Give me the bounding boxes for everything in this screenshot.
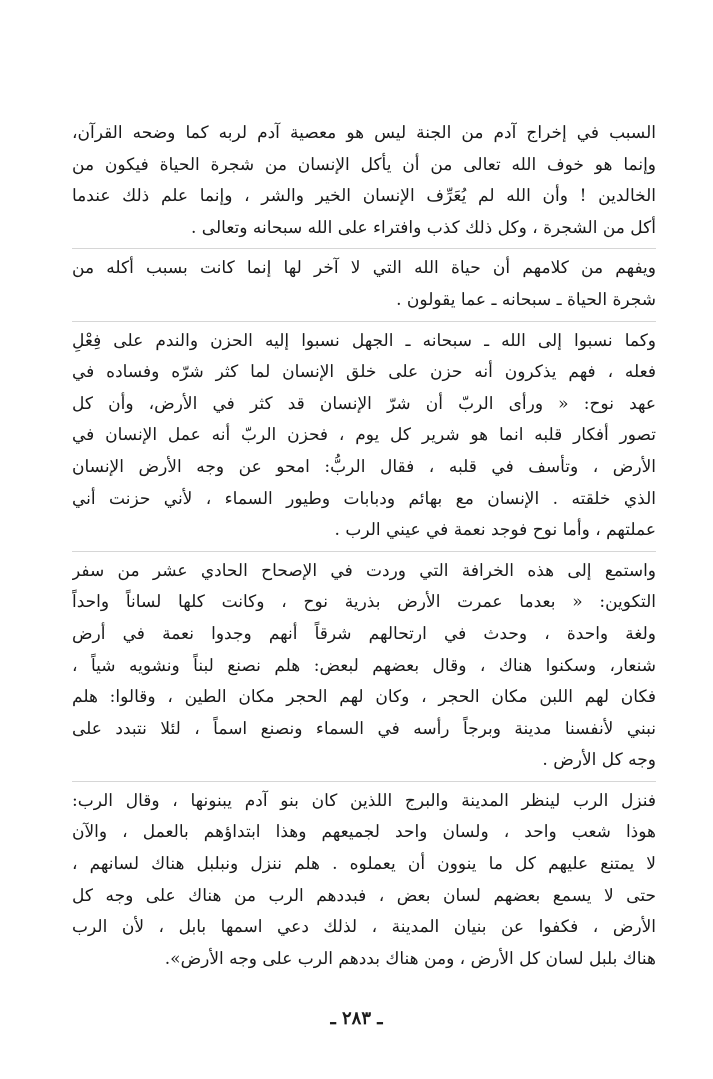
text-line: الخالدين ! وأن الله لم يُعَرِّف الإنسان الخير والشر ، وإنما علم ذلك عندما bbox=[72, 186, 656, 207]
text-line: الأرض ، فكفوا عن بنيان المدينة ، لذلك دعي اسمها بابل ، لأن الرب bbox=[72, 917, 656, 938]
paragraph-divider bbox=[72, 781, 656, 782]
text-line: ولغة واحدة ، وحدث في ارتحالهم شرقاً أنهم وجدوا نعمة في أرض bbox=[72, 623, 656, 644]
text-line: شنعار، وسكنوا هناك ، وقال بعضهم لبعض: هلم نصنع لبناً ونشويه شياً ، bbox=[72, 655, 656, 676]
text-line: فنزل الرب لينظر المدينة والبرج اللذين كان بنو آدم يبنونها ، وقال الرب: bbox=[72, 790, 656, 811]
paragraph-5 bbox=[72, 786, 656, 976]
text-line: حتى لا يسمع بعضهم لسان بعض ، فبددهم الرب من هناك على وجه كل bbox=[72, 885, 656, 906]
text-line: الذي خلقته . الإنسان مع بهائم ودبابات وطيور السماء ، لأني حزنت أني bbox=[72, 488, 656, 509]
text-line: تصور أفكار قلبه انما هو شرير كل يوم ، فحزن الربّ أنه عمل الإنسان في bbox=[72, 425, 656, 446]
paragraph-3 bbox=[72, 326, 656, 547]
text-line: وإنما هو خوف الله تعالى من أن يأكل الإنسان من شجرة الحياة فيكون من bbox=[72, 154, 656, 175]
text-line: ويفهم من كلامهم أن حياة الله التي لا آخر لها إنما كانت بسبب أكله من bbox=[72, 258, 656, 279]
text-line: شجرة الحياة ـ سبحانه ـ عما يقولون . bbox=[396, 289, 656, 310]
paragraph-divider bbox=[72, 551, 656, 552]
text-line: الأرض ، وتأسف في قلبه ، فقال الربُّ: امحو عن وجه الأرض الإنسان bbox=[72, 456, 656, 477]
paragraph-divider bbox=[72, 321, 656, 322]
text-line: التكوين: « بعدما عمرت الأرض بذرية نوح ، وكانت كلها لساناً واحداً bbox=[72, 592, 656, 613]
text-line: أكل من الشجرة ، وكل ذلك كذب وافتراء على الله سبحانه وتعالى . bbox=[191, 217, 656, 238]
text-line: هوذا شعب واحد ، ولسان واحد لجميعهم وهذا ابتداؤهم بالعمل ، والآن bbox=[72, 822, 656, 843]
text-line: السبب في إخراج آدم من الجنة ليس هو معصية آدم لربه كما وضحه القرآن، bbox=[72, 123, 656, 143]
page-number: ـ ٢٨٣ ـ bbox=[330, 1008, 383, 1029]
text-line: واستمع إلى هذه الخرافة التي وردت في الإصحاح الحادي عشر من سفر bbox=[72, 560, 656, 581]
text-line: وجه كل الأرض . bbox=[542, 750, 656, 771]
paragraph-4 bbox=[72, 556, 656, 777]
paragraph-divider bbox=[72, 248, 656, 249]
paragraph-1 bbox=[72, 118, 656, 244]
paragraph-2 bbox=[72, 253, 656, 316]
text-line: وكما نسبوا إلى الله ـ سبحانه ـ الجهل نسبوا إليه الحزن والندم على فِعْلِ bbox=[72, 330, 656, 351]
text-line: نبني لأنفسنا مدينة وبرجاً رأسه في السماء ونصنع اسماً ، لئلا نتبدد على bbox=[72, 718, 656, 739]
text-line: لا يمتنع عليهم كل ما ينوون أن يعملوه . هلم ننزل ونبلبل هناك لسانهم ، bbox=[72, 854, 656, 875]
text-line: فكان لهم اللبن مكان الحجر ، وكان لهم الحجر مكان الطين ، وقالوا: هلم bbox=[72, 687, 656, 708]
text-line: عهد نوح: « ورأى الربّ أن شرّ الإنسان قد كثر في الأرض، وأن كل bbox=[72, 393, 656, 414]
text-line: هناك بلبل لسان كل الأرض ، ومن هناك بددهم الرب على وجه الأرض». bbox=[164, 948, 656, 969]
text-line: عملتهم ، وأما نوح فوجد نعمة في عيني الرب . bbox=[334, 520, 656, 541]
page-body bbox=[72, 118, 656, 975]
text-line: فعله ، فهم يذكرون أنه حزن على خلق الإنسان لما كثر شرّه وفساده في bbox=[72, 362, 656, 383]
